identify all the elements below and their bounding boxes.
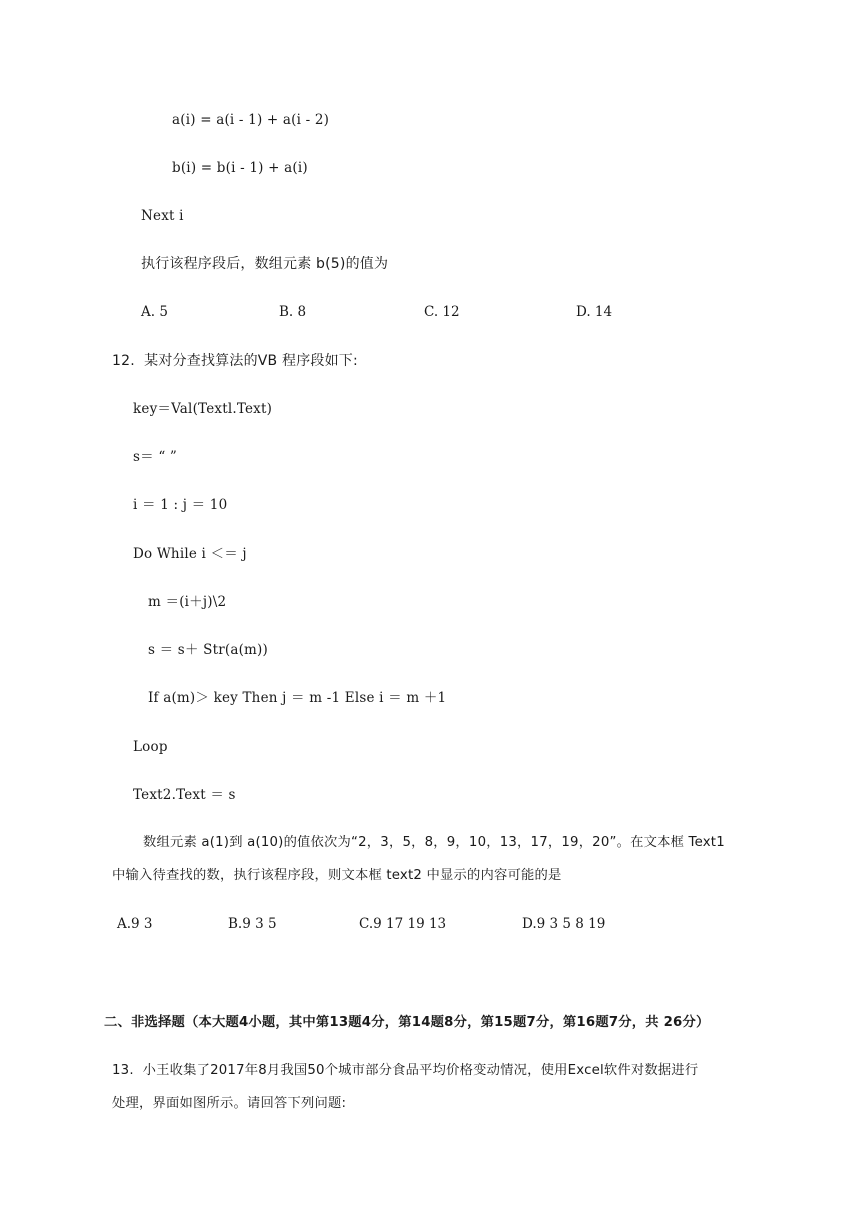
question-title: 处理，界面如图所示。请回答下列问题: [112, 1096, 347, 1111]
code-line: Loop [133, 739, 168, 755]
question-title: 12. 某对分查找算法的VB 程序段如下: [112, 353, 358, 369]
question-description: 数组元素 a(1)到 a(10)的值依次为“2，3，5，8，9，10，13，17，19，20”。在文本框 Text1 [143, 835, 725, 850]
question-description: 中输入待查找的数，执行该程序段，则文本框 text2 中显示的内容可能的是 [112, 868, 562, 883]
answer-option-b: B.9 3 5 [228, 916, 277, 932]
code-line: b(i) = b(i - 1) + a(i) [172, 160, 308, 176]
answer-option-c: C. 12 [424, 304, 460, 320]
code-line: key＝Val(Textl.Text) [133, 401, 273, 417]
section-heading: 二、非选择题（本大题4小题，其中第13题4分，第14题8分，第15题7分，第16题7分，共 26分） [104, 1015, 710, 1030]
answer-option-d: D.9 3 5 8 19 [522, 916, 606, 932]
code-line: s ＝ s＋ Str(a(m)) [148, 642, 268, 658]
code-line: Next i [141, 208, 184, 224]
code-line: m ＝(i＋j)\2 [148, 594, 227, 610]
code-line: If a(m)＞ key Then j ＝ m -1 Else i ＝ m ＋1 [148, 690, 447, 706]
answer-option-c: C.9 17 19 13 [359, 916, 447, 932]
code-line: Do While i ＜＝ j [133, 546, 247, 562]
answer-option-a: A.9 3 [117, 916, 153, 932]
question-prompt: 执行该程序段后，数组元素 b(5)的值为 [141, 256, 389, 272]
code-line: s＝ “ ” [133, 449, 178, 465]
answer-option-b: B. 8 [279, 304, 307, 320]
code-line: Text2.Text ＝ s [133, 787, 236, 803]
question-title: 13. 小王收集了2017年8月我国50个城市部分食品平均价格变动情况，使用Excel软件对数据进行 [112, 1063, 699, 1078]
answer-option-a: A. 5 [141, 304, 168, 320]
answer-option-d: D. 14 [576, 304, 613, 320]
code-line: a(i) = a(i - 1) + a(i - 2) [172, 112, 330, 128]
code-line: i ＝ 1 : j ＝ 10 [133, 497, 228, 513]
